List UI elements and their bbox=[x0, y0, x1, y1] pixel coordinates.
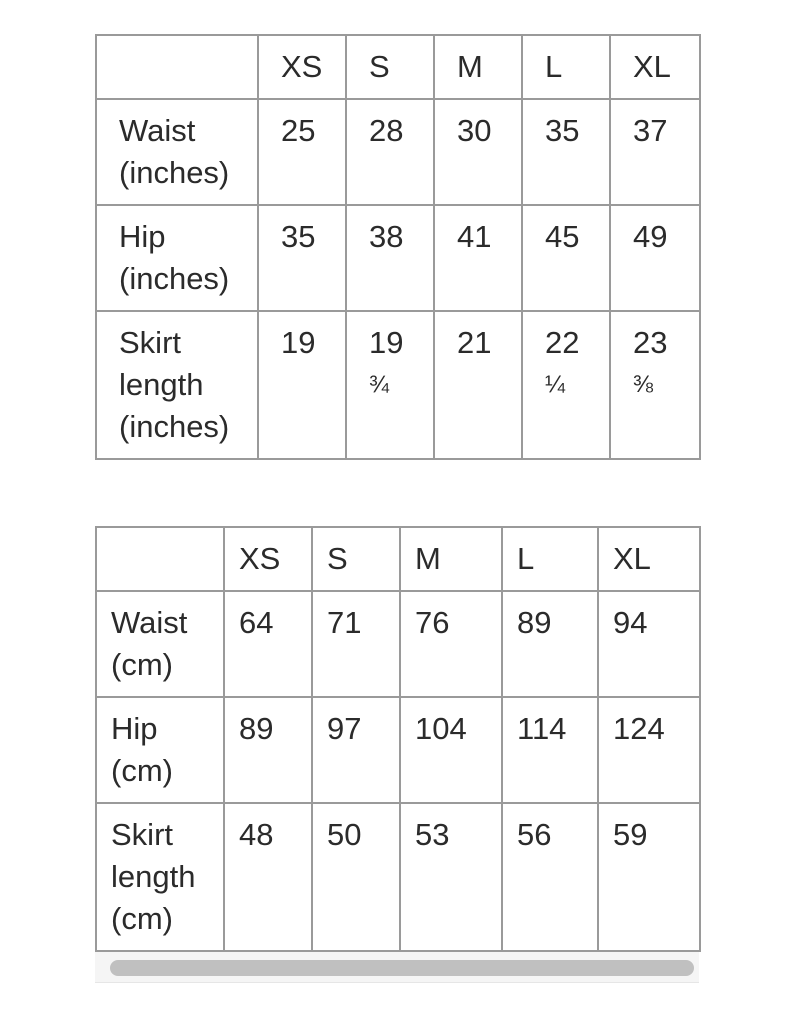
value-cell: 89 bbox=[502, 591, 598, 697]
table-row bbox=[96, 99, 700, 205]
value-whole: 19 bbox=[281, 325, 316, 360]
row-label: Skirt length (inches) bbox=[96, 311, 258, 459]
table-row bbox=[96, 803, 700, 951]
value-cell: 28 bbox=[346, 99, 434, 205]
value-cell: 53 bbox=[400, 803, 502, 951]
value-cell bbox=[522, 311, 610, 459]
row-label: Waist (cm) bbox=[96, 591, 224, 697]
value-cell: 97 bbox=[312, 697, 400, 803]
corner-cell bbox=[96, 527, 224, 591]
value-cell: 89 bbox=[224, 697, 312, 803]
value-cell: 38 bbox=[346, 205, 434, 311]
size-header: L bbox=[522, 35, 610, 99]
size-header: XL bbox=[610, 35, 700, 99]
value-cell bbox=[346, 311, 434, 459]
value-cell bbox=[610, 311, 700, 459]
table-row bbox=[96, 591, 700, 697]
value-fraction: ⅜ bbox=[633, 371, 654, 398]
size-chart-inches bbox=[95, 34, 701, 460]
value-cell: 104 bbox=[400, 697, 502, 803]
value-cell: 59 bbox=[598, 803, 700, 951]
table-row bbox=[96, 311, 700, 459]
value-cell: 35 bbox=[258, 205, 346, 311]
value-cell: 76 bbox=[400, 591, 502, 697]
value-cell: 45 bbox=[522, 205, 610, 311]
value-cell: 35 bbox=[522, 99, 610, 205]
value-fraction: ¼ bbox=[545, 371, 566, 398]
value-cell bbox=[434, 311, 522, 459]
value-cell: 37 bbox=[610, 99, 700, 205]
value-whole: 19 bbox=[369, 325, 404, 360]
header-row bbox=[96, 35, 700, 99]
table-row bbox=[96, 205, 700, 311]
value-cell: 56 bbox=[502, 803, 598, 951]
scrollbar-thumb[interactable] bbox=[110, 960, 694, 976]
value-whole: 21 bbox=[457, 325, 492, 360]
row-label: Hip (inches) bbox=[96, 205, 258, 311]
value-cell: 64 bbox=[224, 591, 312, 697]
table-row bbox=[96, 697, 700, 803]
size-header: L bbox=[502, 527, 598, 591]
value-cell: 41 bbox=[434, 205, 522, 311]
value-whole: 22 bbox=[545, 325, 580, 360]
corner-cell bbox=[96, 35, 258, 99]
value-cell: 50 bbox=[312, 803, 400, 951]
size-header: XS bbox=[224, 527, 312, 591]
row-label: Waist (inches) bbox=[96, 99, 258, 205]
row-label: Hip (cm) bbox=[96, 697, 224, 803]
value-cell: 30 bbox=[434, 99, 522, 205]
value-cell: 114 bbox=[502, 697, 598, 803]
size-header: S bbox=[346, 35, 434, 99]
value-cell: 48 bbox=[224, 803, 312, 951]
value-fraction: ¾ bbox=[369, 371, 390, 398]
value-cell: 25 bbox=[258, 99, 346, 205]
horizontal-scrollbar[interactable] bbox=[95, 952, 699, 983]
value-cell: 71 bbox=[312, 591, 400, 697]
value-cell bbox=[258, 311, 346, 459]
size-header: M bbox=[434, 35, 522, 99]
size-header: M bbox=[400, 527, 502, 591]
value-whole: 23 bbox=[633, 325, 668, 360]
row-label: Skirt length (cm) bbox=[96, 803, 224, 951]
size-header: S bbox=[312, 527, 400, 591]
size-header: XL bbox=[598, 527, 700, 591]
value-cell: 124 bbox=[598, 697, 700, 803]
size-header: XS bbox=[258, 35, 346, 99]
size-chart-cm bbox=[95, 526, 701, 952]
value-cell: 94 bbox=[598, 591, 700, 697]
header-row bbox=[96, 527, 700, 591]
value-cell: 49 bbox=[610, 205, 700, 311]
